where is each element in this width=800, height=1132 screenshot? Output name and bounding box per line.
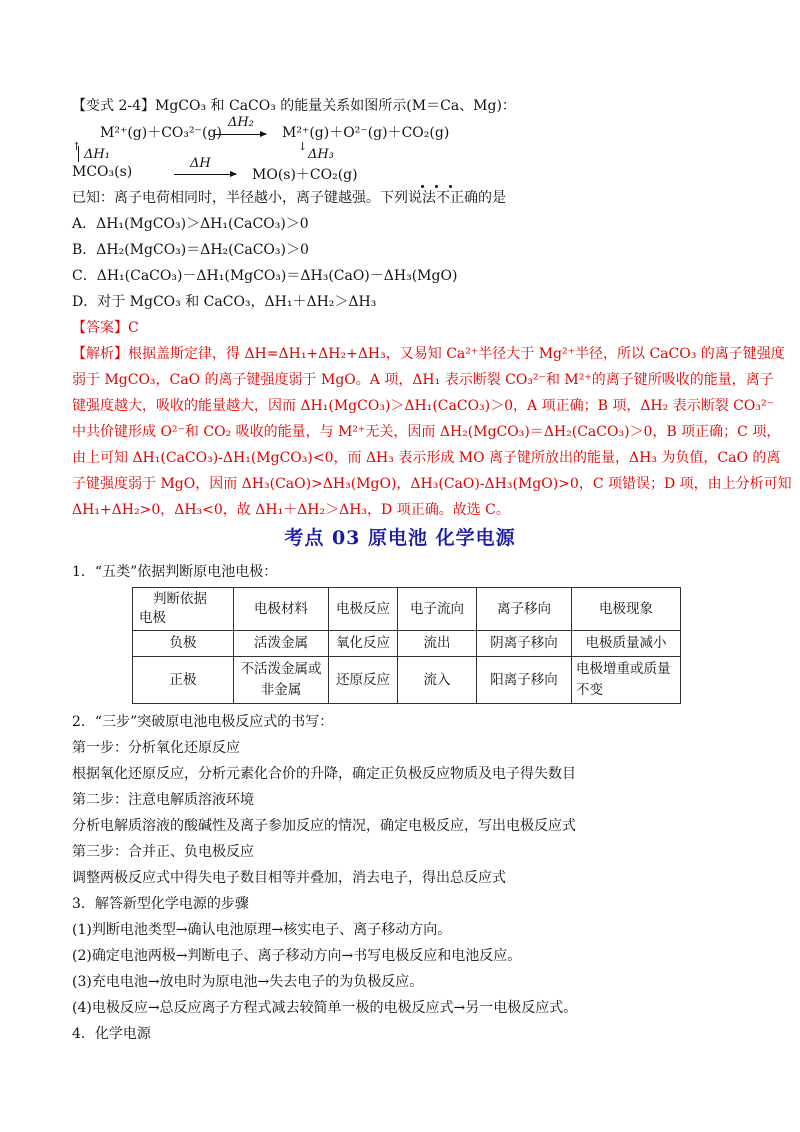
table-row (133, 631, 681, 657)
table-row-label: 负极 (133, 631, 234, 657)
step-line: 第一步：分析氧化还原反应 (72, 740, 240, 756)
table-header-cell: 电极现象 (572, 588, 681, 631)
question-intro: 【变式 2-4】MgCO₃ 和 CaCO₃ 的能量关系如图所示(M＝Ca、Mg)： (72, 98, 516, 114)
analysis-line: 子键强度弱于 MgO，因而 ΔH₃(CaO)>ΔH₃(MgO)，ΔH₃(CaO)-ΔH₃(MgO)>0，C 项错误；D 项，由上分析可知 (72, 476, 792, 492)
bottom-arrow (174, 174, 236, 175)
table-header-cell: 电极反应 (329, 588, 398, 631)
section-title: 考点 03 原电池 化学电源 (284, 527, 516, 549)
up-arrow-icon: ↑ (72, 140, 82, 153)
item-2: 2．“三步”突破原电池电极反应式的书写： (72, 714, 334, 730)
table-cell: 氧化反应 (329, 631, 398, 657)
table-header-cell: 离子移向 (477, 588, 572, 631)
scheme-top-left: M²⁺(g)＋CO₃²⁻(g) (100, 125, 222, 141)
table-row (133, 657, 681, 704)
item-3: 3．解答新型化学电源的步骤 (72, 896, 249, 912)
emphasis-dot (435, 185, 438, 188)
scheme-right-arrow-label: ΔH₃ (308, 147, 334, 162)
analysis-line: 由上可知 ΔH₁(CaCO₃)-ΔH₁(MgCO₃)<0，而 ΔH₃ 表示形成 MO 离子键所放出的能量，ΔH₃ 为负值，CaO 的离 (72, 450, 781, 466)
option-c: C．ΔH₁(CaCO₃)－ΔH₁(MgCO₃)＝ΔH₃(CaO)－ΔH₃(MgO) (72, 268, 458, 284)
table-cell: 阴离子移向 (477, 631, 572, 657)
option-d: D．对于 MgCO₃ 和 CaCO₃，ΔH₁＋ΔH₂＞ΔH₃ (72, 294, 377, 310)
table-cell: 电极质量减小 (572, 631, 681, 657)
step-line: 调整两极反应式中得失电子数目相等并叠加，消去电子，得出总反应式 (72, 870, 506, 886)
scheme-top-arrow-label: ΔH₂ (228, 115, 254, 130)
scheme-bottom-arrow-label: ΔH (190, 156, 211, 171)
table-cell: 阳离子移向 (477, 657, 572, 704)
table-header-cell: 电子流向 (398, 588, 477, 631)
sub-item: (4)电极反应→总反应离子方程式减去较简单一极的电极反应式→另一电极反应式。 (72, 1000, 578, 1016)
step-line: 根据氧化还原反应，分析元素化合价的升降，确定正负极反应物质及电子得失数目 (72, 766, 576, 782)
scheme-left-arrow-label: ΔH₁ (84, 147, 110, 162)
table-cell: 流入 (398, 657, 477, 704)
table-cell: 电极增重或质量不变 (572, 657, 681, 704)
top-arrow (214, 134, 266, 135)
emphasis-dot (421, 185, 424, 188)
scheme-bottom-right: MO(s)＋CO₂(g) (252, 167, 358, 183)
sub-item: (1)判断电池类型→确认电池原理→核实电子、离子移动方向。 (72, 922, 452, 938)
option-b: B．ΔH₂(MgCO₃)＝ΔH₂(CaCO₃)＞0 (72, 242, 309, 258)
known-statement: 已知：离子电荷相同时，半径越小，离子键越强。下列说法不正确的是 (72, 190, 506, 206)
step-line: 第三步：合并正、负电极反应 (72, 844, 254, 860)
analysis-line: 弱于 MgCO₃，CaO 的离子键强度弱于 MgO。A 项，ΔH₁ 表示断裂 CO₃²⁻和 M²⁺的离子键所吸收的能量，离子 (72, 372, 774, 388)
analysis-line: 中共价键形成 O²⁻和 CO₂ 吸收的能量，与 M²⁺无关，因而 ΔH₂(MgCO₃)＝ΔH₂(CaCO₃)＞0，B 项正确；C 项， (72, 424, 781, 440)
electrode-table (132, 587, 681, 704)
answer: 【答案】C (72, 320, 139, 336)
option-a: A．ΔH₁(MgCO₃)＞ΔH₁(CaCO₃)＞0 (72, 216, 309, 232)
emphasis-dot (449, 185, 452, 188)
analysis-line: 【解析】根据盖斯定律，得 ΔH=ΔH₁+ΔH₂+ΔH₃，又易知 Ca²⁺半径大于 Mg²⁺半径，所以 CaCO₃ 的离子键强度 (72, 346, 785, 362)
table-cell: 不活泼金属或非金属 (234, 657, 329, 704)
table-cell: 还原反应 (329, 657, 398, 704)
corner-top-label: 判断依据 (153, 591, 207, 607)
item-4: 4．化学电源 (72, 1026, 151, 1042)
step-line: 第二步：注意电解质溶液环境 (72, 792, 254, 808)
table-header-row (133, 588, 681, 631)
item-1: 1．“五类”依据判断原电池电极： (72, 564, 278, 580)
step-line: 分析电解质溶液的酸碱性及离子参加反应的情况，确定电极反应，写出电极反应式 (72, 818, 576, 834)
scheme-top-right: M²⁺(g)＋O²⁻(g)＋CO₂(g) (282, 125, 450, 141)
down-arrow-icon: ↓ (298, 140, 308, 153)
table-cell: 活泼金属 (234, 631, 329, 657)
corner-bottom-label: 电极 (139, 610, 166, 626)
table-cell: 流出 (398, 631, 477, 657)
sub-item: (2)确定电池两极→判断电子、离子移动方向→书写电极反应和电池反应。 (72, 948, 522, 964)
analysis-line: 键强度越大，吸收的能量越大，因而 ΔH₁(MgCO₃)＞ΔH₁(CaCO₃)＞0，A 项正确；B 项，ΔH₂ 表示断裂 CO₃²⁻ (72, 398, 774, 414)
scheme-bottom-left: MCO₃(s) (72, 164, 133, 180)
analysis-line: ΔH₁+ΔH₂>0，ΔH₃<0，故 ΔH₁＋ΔH₂＞ΔH₃，D 项正确。故选 C。 (72, 502, 510, 518)
sub-item: (3)充电电池→放电时为原电池→失去电子的为负极反应。 (72, 974, 424, 990)
table-header-cell: 电极材料 (234, 588, 329, 631)
table-corner-cell (133, 588, 234, 631)
table-row-label: 正极 (133, 657, 234, 704)
